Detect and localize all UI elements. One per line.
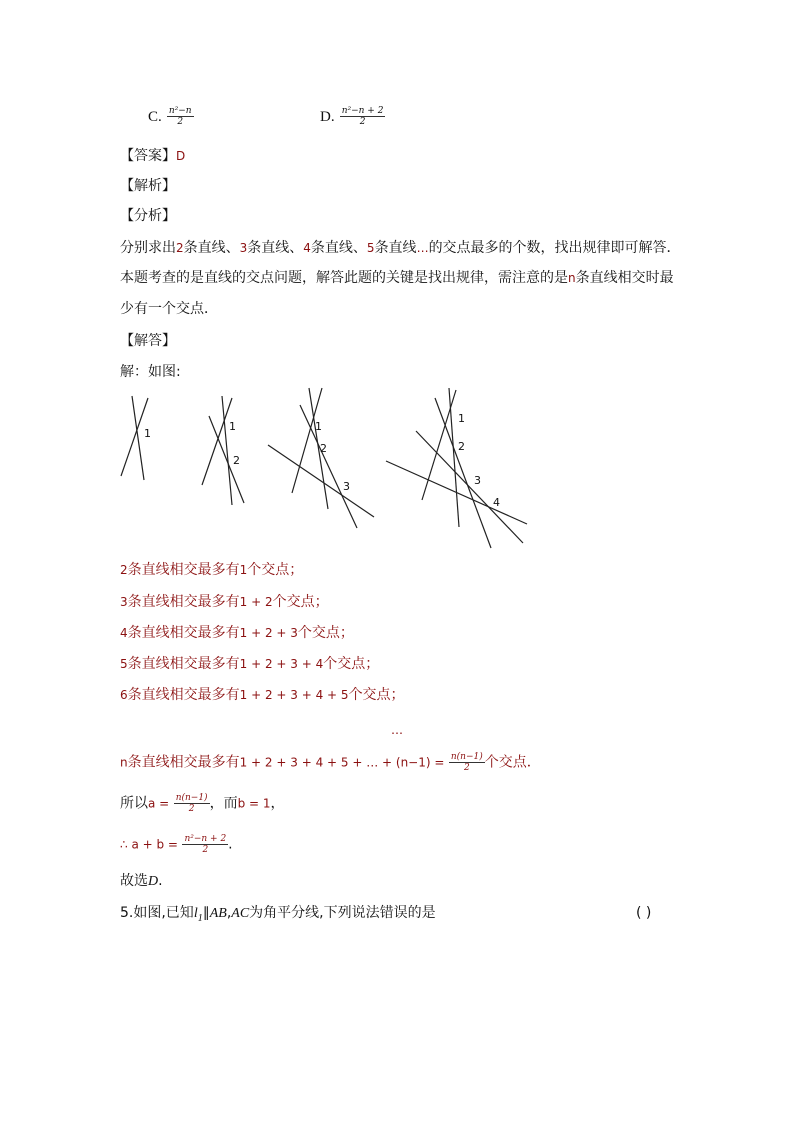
option-d-denominator: 2 [359, 117, 366, 127]
analysis-num: 5 [366, 241, 375, 255]
analysis-line-2 [120, 270, 674, 286]
therefore-frac-numerator: n²−n + 2 [184, 834, 227, 844]
figure-3-label-1: 1 [315, 420, 322, 433]
row-n: 5 [120, 657, 128, 671]
analysis-text: 本题考查的是直线的交点问题，解答此题的关键是找出规律，需注意的是 [120, 270, 568, 286]
row-suffix: 个交点； [272, 594, 329, 610]
row-suffix: 个交点； [348, 687, 405, 703]
choose-letter: D [148, 874, 159, 889]
so-mid: ，而 [209, 795, 238, 812]
figure-1-label-1: 1 [144, 427, 151, 440]
therefore-expr: ∴ a + b = [120, 837, 178, 852]
q5-sub: 1 [197, 912, 203, 924]
analysis-num: 2 [176, 241, 184, 255]
row-expr: 1 + 2 [239, 595, 273, 609]
choose-end: . [158, 873, 163, 889]
q5-ab: AB [209, 906, 227, 921]
analysis-num: 4 [303, 241, 311, 255]
general-frac-numerator: n(n−1) [450, 752, 483, 762]
option-c [148, 106, 194, 127]
option-d-label: D. [320, 109, 335, 125]
figure-3-label-3: 3 [343, 480, 350, 493]
jieda-heading: 【解答】 [120, 333, 176, 349]
figure-line [268, 445, 374, 517]
row-6-lines [120, 687, 405, 703]
fenxi-heading: 【分析】 [120, 208, 176, 224]
answer-line [120, 148, 185, 164]
option-c-label: C. [148, 109, 162, 125]
so-fraction [174, 793, 210, 814]
general-expr: 1 + 2 + 3 + 4 + 5 + … + (n−1) = [239, 755, 445, 770]
option-d-numerator: n²−n + 2 [341, 106, 384, 116]
figure-five-lines [386, 388, 527, 548]
therefore-fraction [182, 834, 228, 855]
analysis-text: 条直线、 [247, 240, 304, 256]
row-suffix: 个交点； [297, 625, 354, 641]
option-c-numerator: n²−n [168, 106, 192, 116]
row-3-lines [120, 594, 329, 610]
row-suffix: 个交点； [247, 562, 304, 578]
option-d-fraction [340, 106, 386, 127]
figure-line [386, 461, 527, 524]
answer-label: 【答案】 [120, 148, 176, 164]
option-c-fraction [167, 106, 194, 127]
figure-4-label-1: 1 [458, 412, 465, 425]
figure-line [300, 405, 357, 528]
analysis-line-1 [120, 240, 681, 256]
so-frac-denominator: 2 [188, 804, 195, 814]
general-row [120, 752, 541, 773]
figure-4-label-4: 4 [493, 496, 500, 509]
analysis-text: 分别求出 [120, 240, 176, 256]
figure-line [422, 390, 456, 500]
therefore-row [120, 834, 233, 855]
ellipsis: … [391, 723, 403, 737]
row-text: 条直线相交最多有 [127, 687, 240, 703]
q5-ac: AC [231, 906, 250, 921]
row-4-lines [120, 625, 354, 641]
analysis-text: 条直线相交时最 [575, 270, 674, 286]
row-n: 3 [120, 595, 128, 609]
figure-four-lines [268, 388, 374, 528]
row-2-lines [120, 562, 303, 578]
so-b: b = 1 [237, 796, 271, 811]
figure-2-label-2: 2 [233, 454, 240, 467]
analysis-text: 条直线 [374, 240, 417, 256]
so-row [120, 793, 285, 814]
q5-text: 5.如图,已知 [120, 905, 194, 921]
figure-line [202, 398, 232, 485]
row-5-lines [120, 656, 379, 672]
figure-line [416, 431, 523, 543]
row-text: 条直线相交最多有 [127, 625, 240, 641]
jiexi-heading: 【解析】 [120, 178, 176, 194]
analysis-num: 3 [239, 241, 248, 255]
analysis-text: 条直线、 [310, 240, 367, 256]
row-n: 4 [120, 626, 128, 640]
so-end: ， [270, 795, 285, 812]
row-text: 条直线相交最多有 [127, 594, 240, 610]
option-d [320, 106, 385, 127]
therefore-end: . [228, 836, 233, 853]
intersection-figures [0, 380, 794, 555]
row-expr: 1 + 2 + 3 + 4 + 5 [239, 688, 349, 702]
q5-sep: , [226, 905, 232, 921]
row-expr: 1 [239, 563, 248, 577]
row-text: 条直线相交最多有 [127, 656, 240, 672]
q5-answer-paren: ( ) [636, 905, 652, 921]
figure-three-lines [202, 396, 244, 505]
general-suffix: 个交点． [484, 754, 541, 771]
so-a: a = [148, 796, 170, 811]
row-n: 2 [120, 563, 128, 577]
general-text: 条直线相交最多有 [127, 754, 240, 771]
analysis-text: 的交点最多的个数，找出规律即可解答． [428, 240, 681, 256]
question-5 [120, 905, 436, 927]
figure-2-label-1: 1 [229, 420, 236, 433]
figure-4-label-2: 2 [458, 440, 465, 453]
answer-value: D [176, 149, 186, 163]
so-prefix: 所以 [120, 795, 148, 812]
therefore-frac-denominator: 2 [202, 845, 209, 855]
analysis-text: 条直线、 [183, 240, 240, 256]
general-fraction [449, 752, 485, 773]
so-frac-numerator: n(n−1) [175, 793, 208, 803]
analysis-line-3: 少有一个交点． [120, 301, 218, 317]
row-text: 条直线相交最多有 [127, 562, 240, 578]
row-expr: 1 + 2 + 3 [239, 626, 298, 640]
row-suffix: 个交点； [323, 656, 380, 672]
row-n: 6 [120, 688, 128, 702]
q5-parallel: ∥ [202, 905, 210, 921]
choose-row [120, 873, 163, 890]
general-frac-denominator: 2 [463, 763, 470, 773]
figure-4-label-3: 3 [474, 474, 481, 487]
choose-prefix: 故选 [120, 873, 148, 889]
analysis-n: n [568, 271, 576, 285]
option-c-denominator: 2 [177, 117, 184, 127]
row-expr: 1 + 2 + 3 + 4 [239, 657, 324, 671]
solution-intro: 解：如图: [120, 364, 181, 380]
general-n: n [120, 755, 128, 770]
analysis-ellipsis: … [416, 241, 429, 255]
figure-3-label-2: 2 [320, 442, 327, 455]
q5-l: l [193, 906, 198, 921]
q5-text: 为角平分线,下列说法错误的是 [249, 905, 436, 921]
